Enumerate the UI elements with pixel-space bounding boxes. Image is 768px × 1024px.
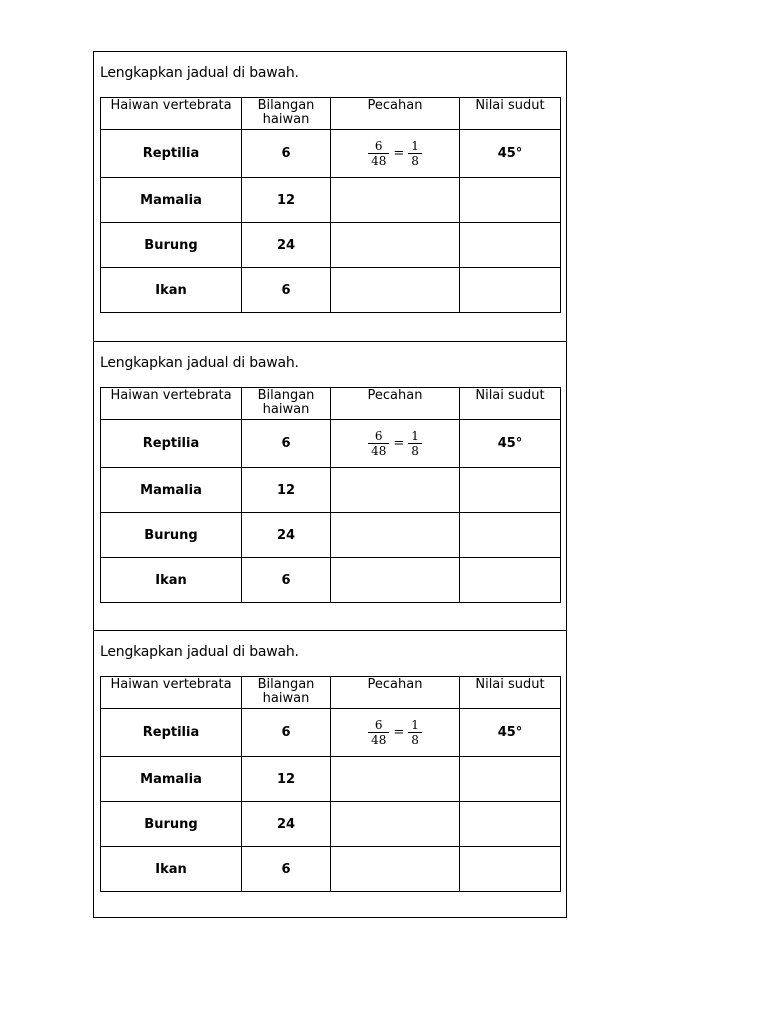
- cell-angle: 45°: [460, 130, 561, 178]
- cell-angle-blank[interactable]: [460, 558, 561, 603]
- worksheet-section: [94, 341, 566, 630]
- cell-fraction-blank[interactable]: [331, 468, 460, 513]
- cell-angle-blank[interactable]: [460, 847, 561, 892]
- cell-count: 24: [242, 802, 331, 847]
- table-row: [101, 757, 561, 802]
- cell-animal: Ikan: [101, 847, 242, 892]
- cell-angle-blank[interactable]: [460, 802, 561, 847]
- table-row: [101, 268, 561, 313]
- table-row: [101, 558, 561, 603]
- cell-angle-blank[interactable]: [460, 513, 561, 558]
- cell-angle-blank[interactable]: [460, 757, 561, 802]
- table-row: [101, 468, 561, 513]
- fraction-right: [408, 139, 422, 168]
- fraction-numerator: 1: [411, 718, 419, 732]
- worksheet-section: [94, 52, 566, 341]
- fraction-numerator: 1: [411, 429, 419, 443]
- fraction-right: [408, 429, 422, 458]
- header-bilangan-haiwan: Bilangan haiwan: [242, 98, 331, 130]
- cell-fraction-blank[interactable]: [331, 847, 460, 892]
- cell-fraction: [331, 130, 460, 178]
- instruction-text: Lengkapkan jadual di bawah.: [100, 65, 299, 81]
- cell-animal: Mamalia: [101, 468, 242, 513]
- cell-animal: Mamalia: [101, 757, 242, 802]
- cell-angle: 45°: [460, 709, 561, 757]
- cell-fraction-blank[interactable]: [331, 223, 460, 268]
- cell-angle-blank[interactable]: [460, 178, 561, 223]
- worksheet-section: [94, 630, 566, 919]
- header-nilai-sudut: Nilai sudut: [460, 98, 561, 130]
- fraction-numerator: 1: [411, 139, 419, 153]
- cell-fraction-blank[interactable]: [331, 178, 460, 223]
- data-table: [100, 387, 561, 603]
- header-haiwan-vertebrata: Haiwan vertebrata: [101, 677, 242, 709]
- cell-count: 24: [242, 513, 331, 558]
- cell-angle-blank[interactable]: [460, 268, 561, 313]
- equals-sign: =: [393, 146, 405, 161]
- instruction-text: Lengkapkan jadual di bawah.: [100, 644, 299, 660]
- header-pecahan: Pecahan: [331, 677, 460, 709]
- fraction-denominator: 48: [368, 153, 389, 168]
- table-row: [101, 130, 561, 178]
- fraction-left: [368, 429, 389, 458]
- cell-fraction-blank[interactable]: [331, 802, 460, 847]
- cell-animal: Burung: [101, 802, 242, 847]
- header-bilangan-haiwan: Bilangan haiwan: [242, 388, 331, 420]
- fraction-left: [368, 139, 389, 168]
- cell-count: 12: [242, 468, 331, 513]
- cell-count: 6: [242, 847, 331, 892]
- cell-fraction-blank[interactable]: [331, 268, 460, 313]
- data-table: [100, 97, 561, 313]
- cell-fraction: [331, 709, 460, 757]
- equals-sign: =: [393, 725, 405, 740]
- cell-fraction-blank[interactable]: [331, 558, 460, 603]
- header-nilai-sudut: Nilai sudut: [460, 677, 561, 709]
- cell-angle: 45°: [460, 420, 561, 468]
- table-header-row: [101, 677, 561, 709]
- cell-count: 6: [242, 558, 331, 603]
- header-haiwan-vertebrata: Haiwan vertebrata: [101, 98, 242, 130]
- fraction-right: [408, 718, 422, 747]
- cell-animal: Ikan: [101, 558, 242, 603]
- cell-angle-blank[interactable]: [460, 468, 561, 513]
- table-row: [101, 847, 561, 892]
- data-table: [100, 676, 561, 892]
- header-pecahan: Pecahan: [331, 388, 460, 420]
- header-pecahan: Pecahan: [331, 98, 460, 130]
- fraction-denominator: 48: [368, 443, 389, 458]
- equals-sign: =: [393, 436, 405, 451]
- cell-animal: Reptilia: [101, 130, 242, 178]
- cell-fraction-blank[interactable]: [331, 513, 460, 558]
- cell-animal: Ikan: [101, 268, 242, 313]
- cell-count: 6: [242, 420, 331, 468]
- fraction-expression: [368, 718, 422, 747]
- cell-animal: Reptilia: [101, 709, 242, 757]
- cell-fraction: [331, 420, 460, 468]
- fraction-numerator: 6: [374, 139, 383, 153]
- table-row: [101, 802, 561, 847]
- fraction-left: [368, 718, 389, 747]
- cell-animal: Burung: [101, 513, 242, 558]
- table-row: [101, 178, 561, 223]
- table-row: [101, 420, 561, 468]
- fraction-numerator: 6: [374, 718, 383, 732]
- fraction-denominator: 8: [408, 443, 422, 458]
- fraction-denominator: 8: [408, 153, 422, 168]
- table-row: [101, 513, 561, 558]
- cell-animal: Mamalia: [101, 178, 242, 223]
- table-row: [101, 223, 561, 268]
- cell-count: 12: [242, 178, 331, 223]
- fraction-expression: [368, 139, 422, 168]
- cell-animal: Reptilia: [101, 420, 242, 468]
- cell-count: 24: [242, 223, 331, 268]
- instruction-text: Lengkapkan jadual di bawah.: [100, 355, 299, 371]
- cell-count: 6: [242, 268, 331, 313]
- cell-angle-blank[interactable]: [460, 223, 561, 268]
- fraction-numerator: 6: [374, 429, 383, 443]
- fraction-expression: [368, 429, 422, 458]
- table-row: [101, 709, 561, 757]
- cell-animal: Burung: [101, 223, 242, 268]
- header-haiwan-vertebrata: Haiwan vertebrata: [101, 388, 242, 420]
- fraction-denominator: 8: [408, 732, 422, 747]
- cell-count: 6: [242, 130, 331, 178]
- worksheet-page: [93, 51, 567, 918]
- fraction-denominator: 48: [368, 732, 389, 747]
- cell-count: 12: [242, 757, 331, 802]
- table-header-row: [101, 388, 561, 420]
- header-nilai-sudut: Nilai sudut: [460, 388, 561, 420]
- table-header-row: [101, 98, 561, 130]
- cell-count: 6: [242, 709, 331, 757]
- header-bilangan-haiwan: Bilangan haiwan: [242, 677, 331, 709]
- cell-fraction-blank[interactable]: [331, 757, 460, 802]
